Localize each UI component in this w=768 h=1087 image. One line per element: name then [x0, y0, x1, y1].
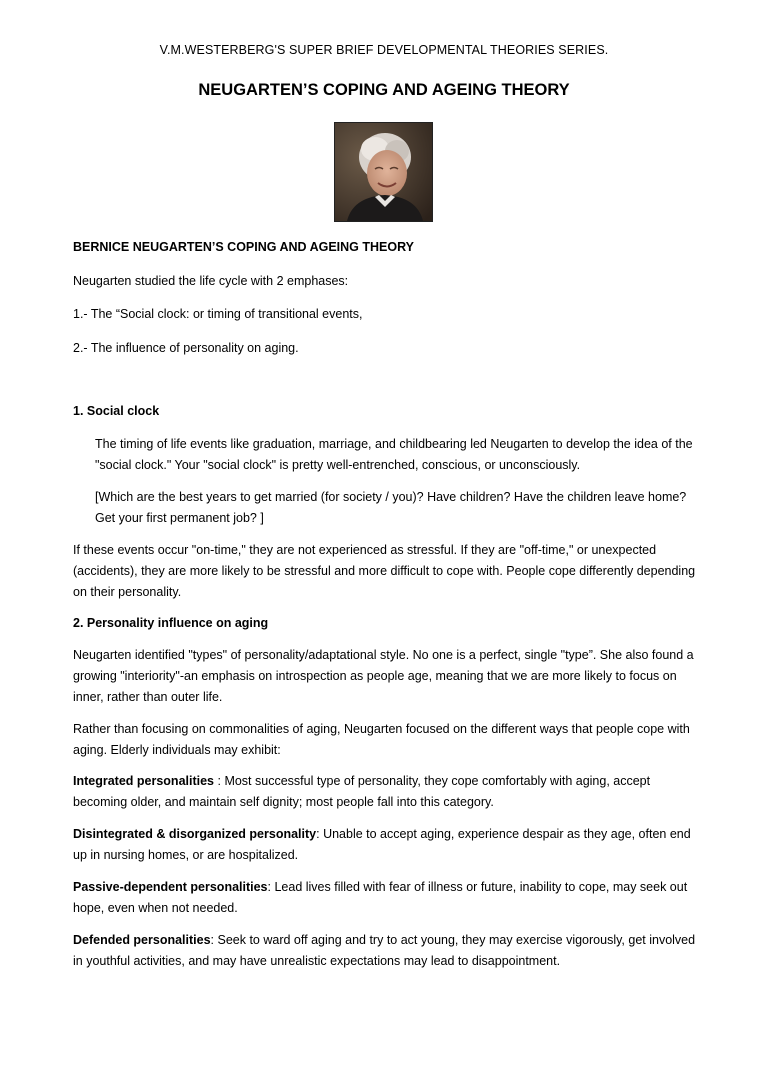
personality-type-description: Most successful type of personality, they cope comfortably with aging, accept becoming older, and maintain self dignity; most people fall into this category.	[73, 774, 651, 809]
section-1-paragraph-1: The timing of life events like graduation, marriage, and childbearing led Neugarten to develop the idea of the "social clock." Your "social clock" is pretty well-entrenched, conscious, or unconsciously.	[95, 437, 693, 472]
portrait-illustration	[335, 123, 432, 221]
personality-type-term: Defended personalities	[73, 933, 211, 947]
personality-type-passive-dependent	[73, 877, 703, 919]
personality-type-disintegrated	[73, 824, 703, 866]
section-1-paragraph-3: If these events occur "on-time," they are not experienced as stressful. If they are "off-time," or unexpected (accidents), they are more likely to be stressful and more difficult to cope with. People cope differently depending on their personality.	[73, 543, 696, 599]
intro-point-1: 1.- The “Social clock: or timing of transitional events,	[73, 307, 363, 321]
personality-type-description: Unable to accept aging, experience despair as they age, often end up in nursing homes, or are hospitalized.	[73, 827, 691, 862]
personality-type-separator: :	[316, 827, 324, 841]
section-1-heading: 1. Social clock	[73, 404, 160, 418]
intro-heading: BERNICE NEUGARTEN’S COPING AND AGEING THEORY	[73, 240, 414, 254]
personality-type-defended	[73, 930, 703, 972]
personality-type-term: Integrated personalities	[73, 774, 215, 788]
intro-point-2: 2.- The influence of personality on aging.	[73, 341, 299, 355]
personality-type-separator: :	[267, 880, 275, 894]
section-2-paragraph-1: Neugarten identified "types" of personality/adaptational style. No one is a perfect, single "type”. She also found a growing "interiority"-an emphasis on introspection as people age, meaning that we are more likely to focus on inner, rather than outer life.	[73, 648, 694, 704]
personality-type-term: Disintegrated & disorganized personality	[73, 827, 317, 841]
personality-type-separator: :	[214, 774, 225, 788]
page-title: NEUGARTEN’S COPING AND AGEING THEORY	[198, 81, 570, 99]
section-2-paragraph-2: Rather than focusing on commonalities of aging, Neugarten focused on the different ways that people cope with aging. Elderly individuals may exhibit:	[73, 722, 690, 757]
series-header: V.M.WESTERBERG'S SUPER BRIEF DEVELOPMENTAL THEORIES SERIES.	[159, 43, 609, 57]
portrait-photo	[334, 122, 433, 222]
section-2-heading: 2. Personality influence on aging	[73, 616, 269, 630]
personality-type-term: Passive-dependent personalities	[73, 880, 268, 894]
personality-type-description: Lead lives filled with fear of illness or future, inability to cope, may seek out hope, even when not needed.	[73, 880, 688, 915]
section-1-paragraph-2: [Which are the best years to get married (for society / you)? Have children? Have the children leave home? Get your first permanent job? ]	[95, 490, 687, 525]
personality-type-description: Seek to ward off aging and try to act young, they may exercise vigorously, get involved in youthful activities, and may have unrealistic expectations may lead to disappointment.	[73, 933, 696, 968]
personality-type-separator: :	[210, 933, 218, 947]
intro-lead: Neugarten studied the life cycle with 2 emphases:	[73, 274, 349, 288]
personality-type-integrated	[73, 771, 703, 813]
